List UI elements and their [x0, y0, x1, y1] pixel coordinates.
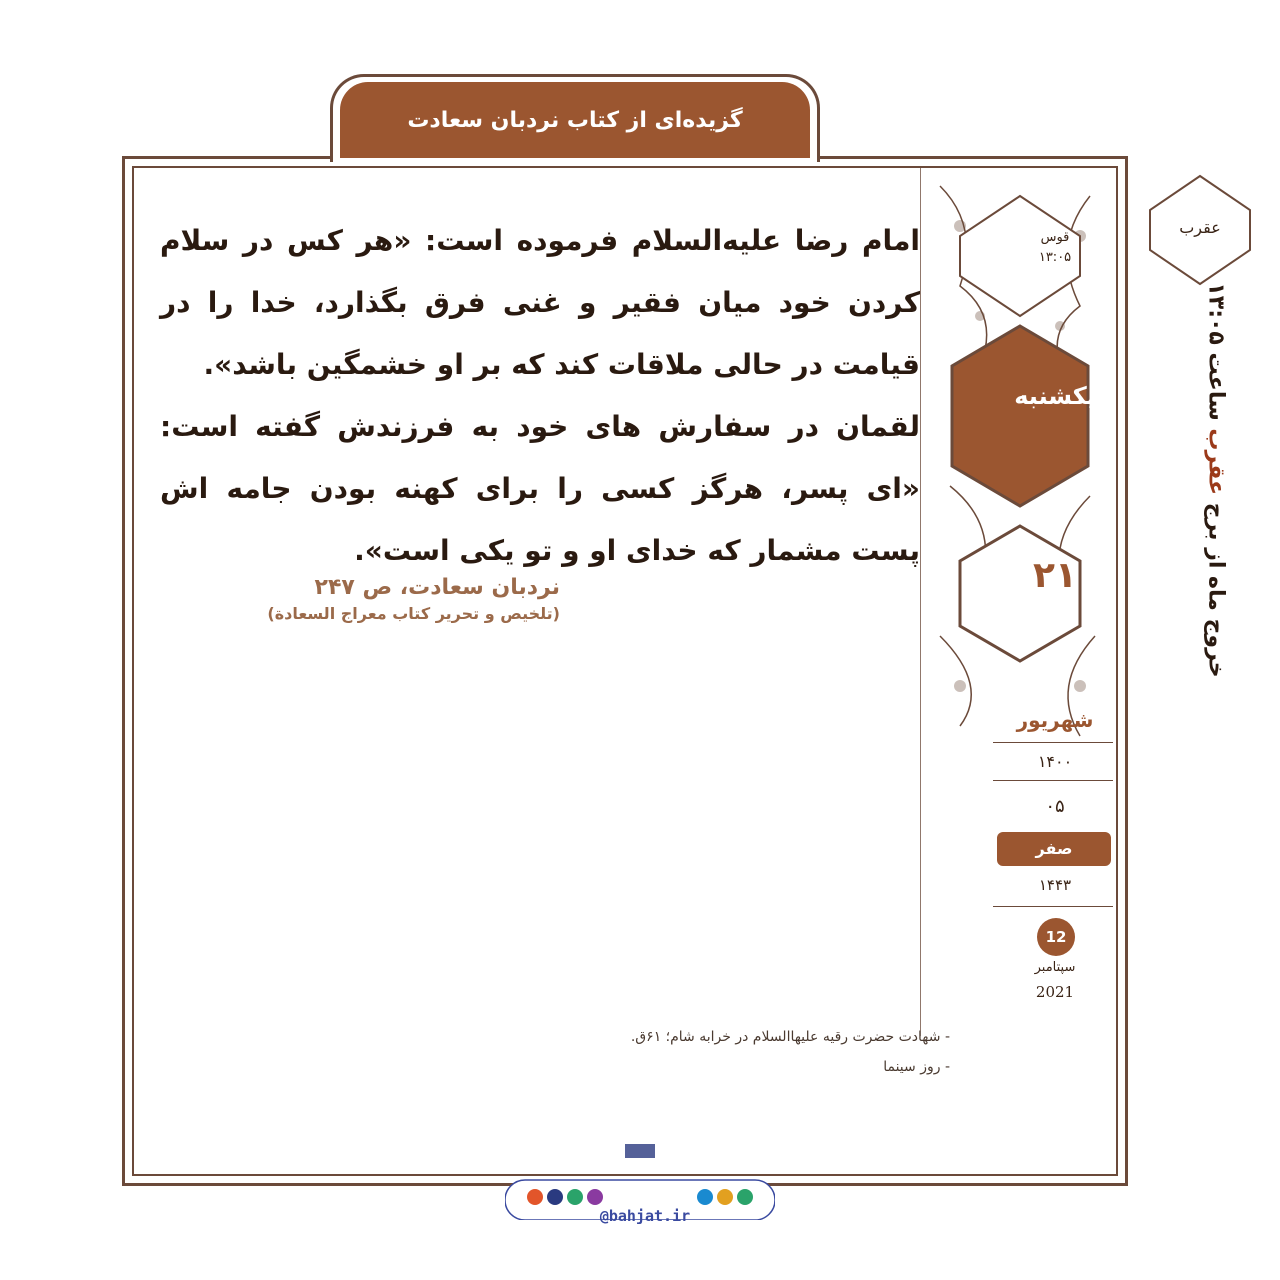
source-title: نردبان سعادت، ص ۲۴۷ [314, 575, 560, 600]
moon-exit-text [1204, 282, 1229, 677]
quote-paragraph: امام رضا علیه‌السلام فرموده است: «هر کس در سلام کردن خود میان فقیر و غنی فرق بگذارد، خدا را در قیامت در حالی ملاقات کند که بر او خشمگین باشد». [160, 224, 920, 381]
divider [993, 906, 1113, 907]
moon-exit-sign: عقرب [1203, 428, 1229, 496]
left-zodiac-name: قوس [1040, 230, 1070, 245]
solar-year: ۱۴۰۰ [1037, 752, 1073, 771]
weekday-label: یکشنبه [1014, 382, 1096, 410]
events-list [600, 1022, 950, 1082]
divider [993, 742, 1113, 743]
lunar-day: ۰۵ [1045, 796, 1065, 817]
footer-handle[interactable]: @bahjat.ir [599, 1207, 691, 1225]
right-zodiac-badge: عقرب [1179, 218, 1221, 237]
quote-body [160, 210, 920, 582]
moon-exit-suffix: ساعت ۱۳:۰۵ [1203, 282, 1229, 421]
lunar-month: صفر [997, 832, 1111, 866]
source-subtitle: (تلخیص و تحریر کتاب معراج السعادة) [267, 604, 560, 623]
greg-day: 12 [1037, 918, 1075, 956]
left-zodiac-time: ۱۳:۰۵ [1038, 250, 1072, 265]
date-panel [985, 700, 1125, 1030]
header-title-text: گزیده‌ای از کتاب نردبان سعادت [407, 107, 743, 133]
header-title [340, 82, 810, 158]
event-item: - شهادت حضرت رقیه علیهاالسلام در خرابه شام؛ ۶۱ق. [630, 1029, 950, 1045]
left-zodiac-badge [995, 228, 1115, 268]
quote-paragraph: لقمان در سفارش های خود به فرزندش گفته است: «ای پسر، هرگز کسی را برای کهنه بودن جامه اش پست مشمار که خدای او و تو یکی است». [160, 410, 920, 567]
divider [993, 780, 1113, 781]
moon-exit-label [1186, 282, 1246, 678]
greg-year: 2021 [1035, 983, 1075, 1001]
day-number: ۲۱ [1033, 555, 1077, 596]
event-item: - روز سینما [883, 1059, 950, 1075]
greg-month: سپتامبر [1034, 960, 1076, 975]
solar-month: شهریور [1016, 708, 1094, 732]
source-block [160, 575, 560, 623]
lunar-year: ۱۴۴۳ [1038, 876, 1072, 894]
moon-exit-prefix: خروج ماه از برج [1203, 502, 1229, 678]
